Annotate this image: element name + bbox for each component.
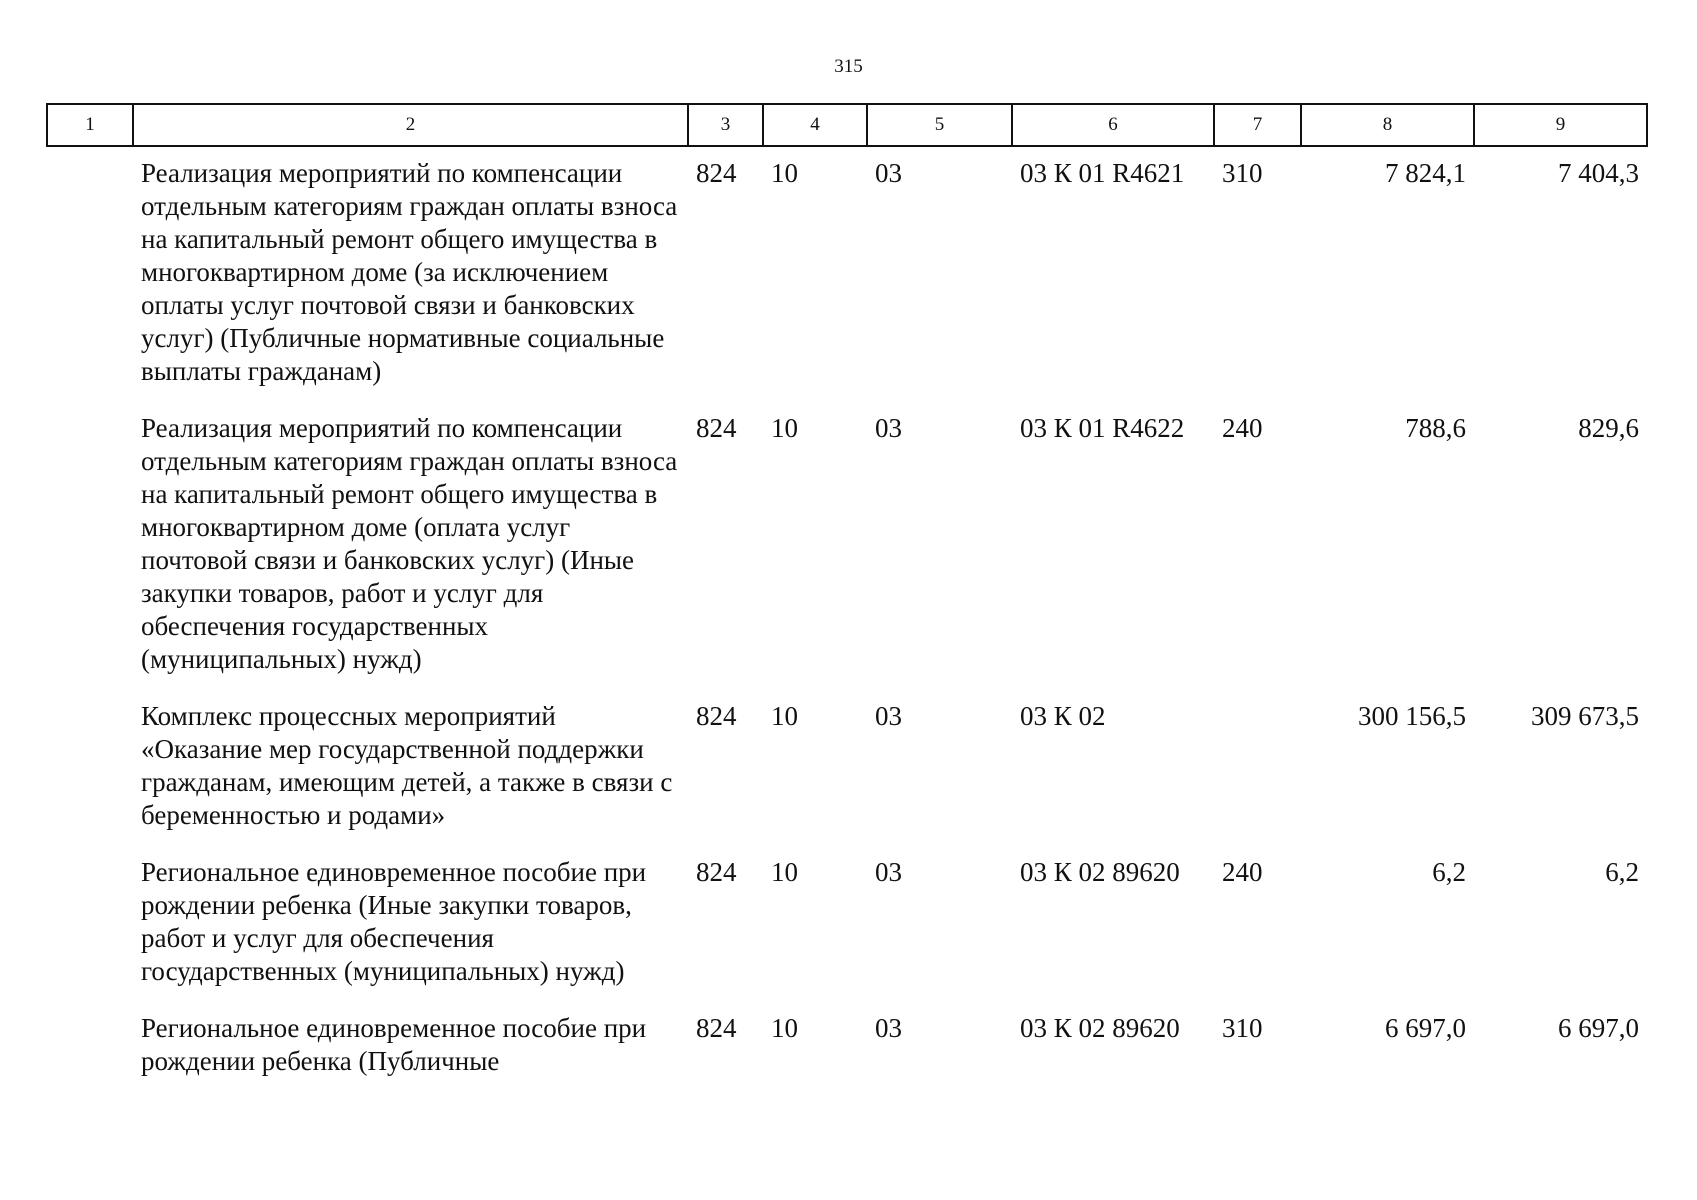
amount-col9-cell: 829,6	[1578, 413, 1639, 443]
table-row	[47, 1002, 1647, 1092]
table-body	[47, 146, 1647, 1092]
subsection-code-cell: 03	[875, 701, 902, 731]
expense-type-cell: 240	[1222, 413, 1263, 443]
header-cell-2: 2	[133, 104, 688, 146]
target-article-cell: 03 К 01 R4621	[1020, 158, 1185, 188]
section-code-cell: 10	[771, 857, 798, 887]
expense-name-cell: Реализация мероприятий по компенсации отдельным категориям граждан оплаты взноса на капитальный ремонт общего имущества в многоквартирном доме (оплата услуг почтовой связи и банковских услуг) (Иные закупки товаров, работ и услуг для обеспечения государственных (муниципальных) нужд)	[141, 413, 678, 674]
subsection-code-cell: 03	[875, 158, 902, 188]
ministry-code-cell: 824	[696, 1013, 737, 1043]
expense-name-cell: Региональное единовременное пособие при рождении ребенка (Публичные	[141, 1013, 647, 1076]
expense-name-cell: Региональное единовременное пособие при рождении ребенка (Иные закупки товаров, работ и услуг для обеспечения государственных (муниципальных) нужд)	[141, 857, 647, 986]
ministry-code-cell: 824	[696, 701, 737, 731]
row-number-cell	[47, 690, 133, 846]
header-cell-9: 9	[1474, 104, 1647, 146]
expense-type-cell: 310	[1222, 1013, 1263, 1043]
expense-type-cell	[1214, 690, 1301, 846]
subsection-code-cell: 03	[875, 857, 902, 887]
target-article-cell: 03 К 02 89620	[1020, 1013, 1180, 1043]
header-cell-1: 1	[47, 104, 133, 146]
table-row	[47, 402, 1647, 690]
row-number-cell	[47, 146, 133, 402]
header-cell-7: 7	[1214, 104, 1301, 146]
amount-col9-cell: 6 697,0	[1558, 1013, 1639, 1043]
section-code-cell: 10	[771, 1013, 798, 1043]
ministry-code-cell: 824	[696, 158, 737, 188]
table-header	[47, 104, 1647, 146]
header-row	[47, 104, 1647, 146]
row-number-cell	[47, 846, 133, 1002]
amount-col8-cell: 7 824,1	[1385, 158, 1466, 188]
budget-table	[46, 103, 1648, 1092]
amount-col9-cell: 6,2	[1605, 857, 1639, 887]
header-cell-5: 5	[867, 104, 1012, 146]
target-article-cell: 03 К 01 R4622	[1020, 413, 1185, 443]
expense-name-cell: Реализация мероприятий по компенсации отдельным категориям граждан оплаты взноса на капитальный ремонт общего имущества в многоквартирном доме (за исключением оплаты услуг почтовой связи и банковских услуг) (Публичные нормативные социальные выплаты гражданам)	[141, 158, 678, 386]
header-cell-3: 3	[688, 104, 763, 146]
target-article-cell: 03 К 02	[1020, 701, 1106, 731]
amount-col9-cell: 309 673,5	[1531, 701, 1639, 731]
ministry-code-cell: 824	[696, 857, 737, 887]
target-article-cell: 03 К 02 89620	[1020, 857, 1180, 887]
ministry-code-cell: 824	[696, 413, 737, 443]
section-code-cell: 10	[771, 413, 798, 443]
expense-name-cell: Комплекс процессных мероприятий «Оказание мер государственной поддержки гражданам, имеющим детей, а также в связи с беременностью и родами»	[141, 701, 673, 830]
amount-col8-cell: 6,2	[1432, 857, 1466, 887]
expense-type-cell: 310	[1222, 158, 1263, 188]
row-number-cell	[47, 402, 133, 690]
table-row	[47, 146, 1647, 402]
table-row	[47, 690, 1647, 846]
header-cell-6: 6	[1012, 104, 1214, 146]
header-cell-8: 8	[1301, 104, 1474, 146]
expense-type-cell: 240	[1222, 857, 1263, 887]
amount-col8-cell: 788,6	[1405, 413, 1466, 443]
page-number: 315	[834, 56, 863, 77]
section-code-cell: 10	[771, 701, 798, 731]
amount-col8-cell: 300 156,5	[1358, 701, 1466, 731]
subsection-code-cell: 03	[875, 413, 902, 443]
subsection-code-cell: 03	[875, 1013, 902, 1043]
amount-col9-cell: 7 404,3	[1558, 158, 1639, 188]
table-row	[47, 846, 1647, 1002]
row-number-cell	[47, 1002, 133, 1092]
header-cell-4: 4	[763, 104, 867, 146]
amount-col8-cell: 6 697,0	[1385, 1013, 1466, 1043]
section-code-cell: 10	[771, 158, 798, 188]
